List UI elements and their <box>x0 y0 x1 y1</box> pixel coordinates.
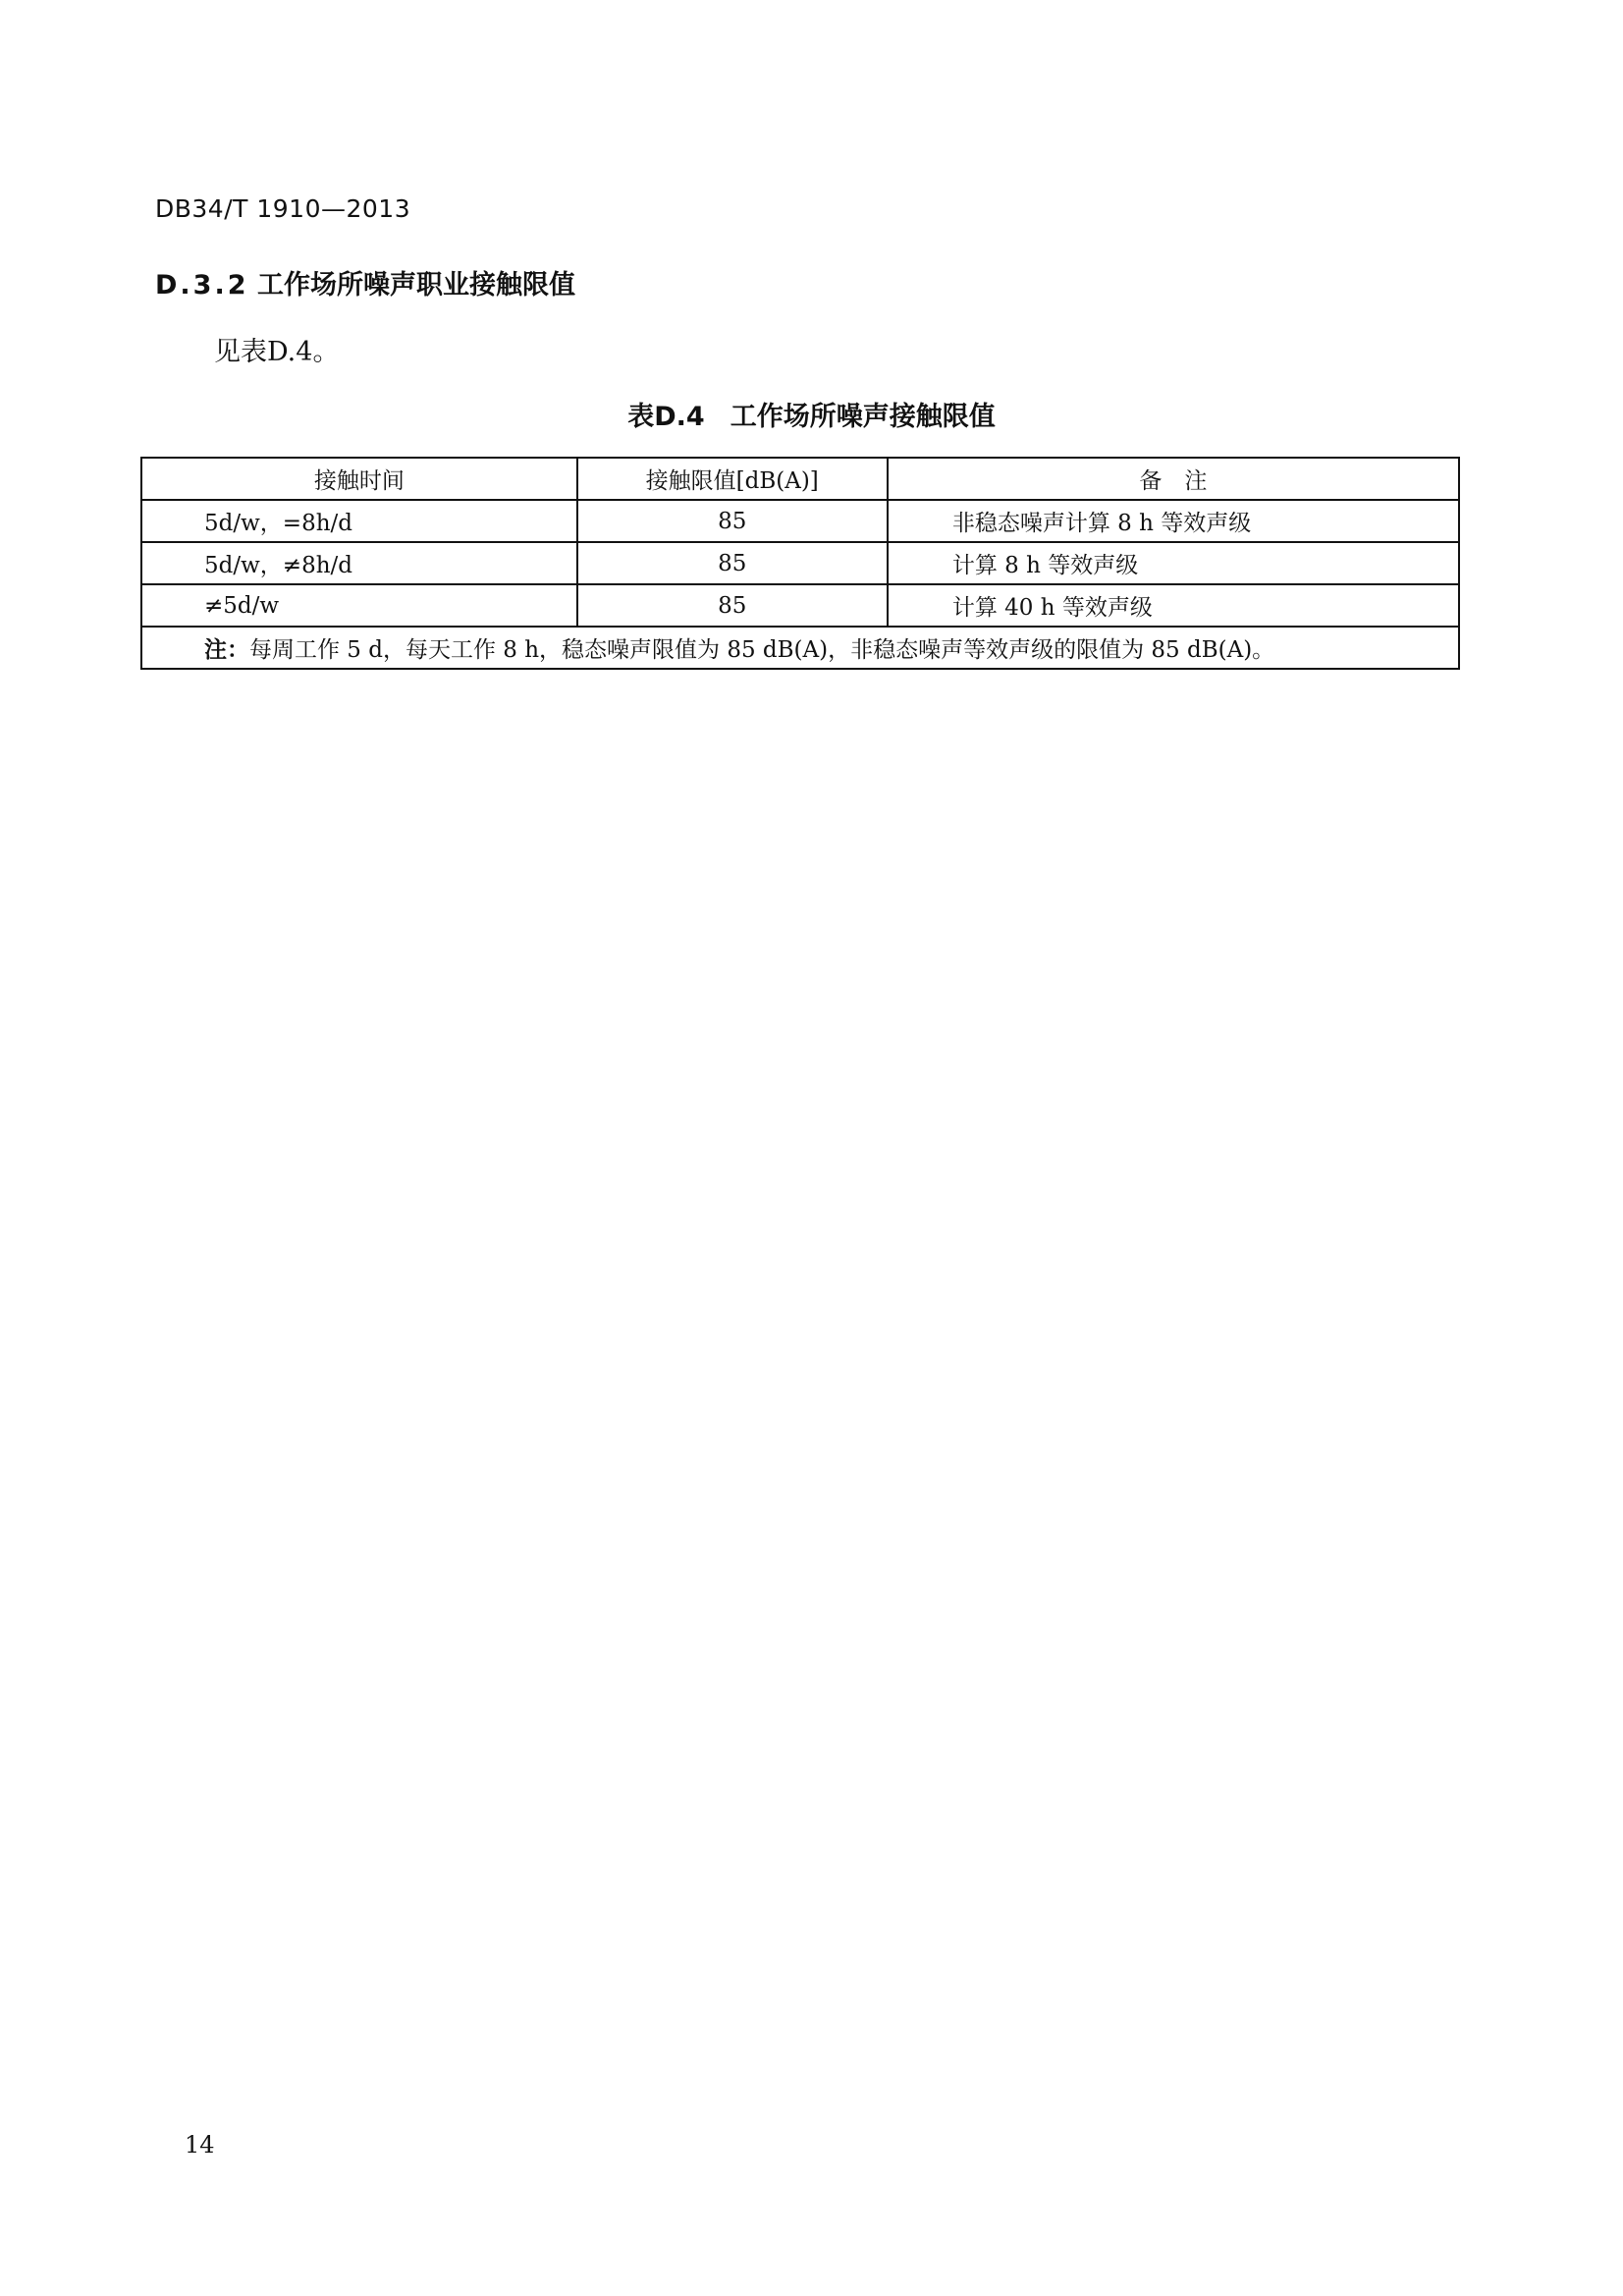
table-row <box>141 542 1459 584</box>
cell-exposure-time: 5d/w，≠8h/d <box>141 542 577 584</box>
body-paragraph: 见表D.4。 <box>214 337 340 367</box>
table-note-row <box>141 627 1459 669</box>
cell-exposure-limit: 85 <box>577 542 888 584</box>
cell-exposure-limit: 85 <box>577 584 888 627</box>
section-title: 工作场所噪声职业接触限值 <box>257 270 575 301</box>
table-note-text: 每周工作 5 d，每天工作 8 h，稳态噪声限值为 85 dB(A)，非稳态噪声等效声级的限值为 85 dB(A)。 <box>249 637 1275 663</box>
page-number: 14 <box>185 2131 215 2159</box>
cell-exposure-time: 5d/w，=8h/d <box>141 500 577 542</box>
document-id: DB34/T 1910—2013 <box>155 194 411 223</box>
cell-exposure-limit: 85 <box>577 500 888 542</box>
table-row <box>141 584 1459 627</box>
table-header-row <box>141 458 1459 500</box>
table-note-label: 注： <box>204 636 249 663</box>
table-caption <box>0 395 1623 433</box>
section-heading <box>155 263 575 301</box>
header-remarks: 备 注 <box>888 458 1459 500</box>
cell-remarks: 非稳态噪声计算 8 h 等效声级 <box>888 500 1459 542</box>
section-number: D.3.2 <box>155 270 249 301</box>
table-caption-number: 表D.4 <box>627 402 705 432</box>
table-caption-title: 工作场所噪声接触限值 <box>730 402 996 432</box>
cell-exposure-time: ≠5d/w <box>141 584 577 627</box>
header-exposure-limit: 接触限值[dB(A)] <box>577 458 888 500</box>
header-exposure-time: 接触时间 <box>141 458 577 500</box>
cell-remarks: 计算 8 h 等效声级 <box>888 542 1459 584</box>
table-row <box>141 500 1459 542</box>
cell-remarks: 计算 40 h 等效声级 <box>888 584 1459 627</box>
table-note <box>141 627 1459 669</box>
noise-limit-table <box>140 457 1460 670</box>
